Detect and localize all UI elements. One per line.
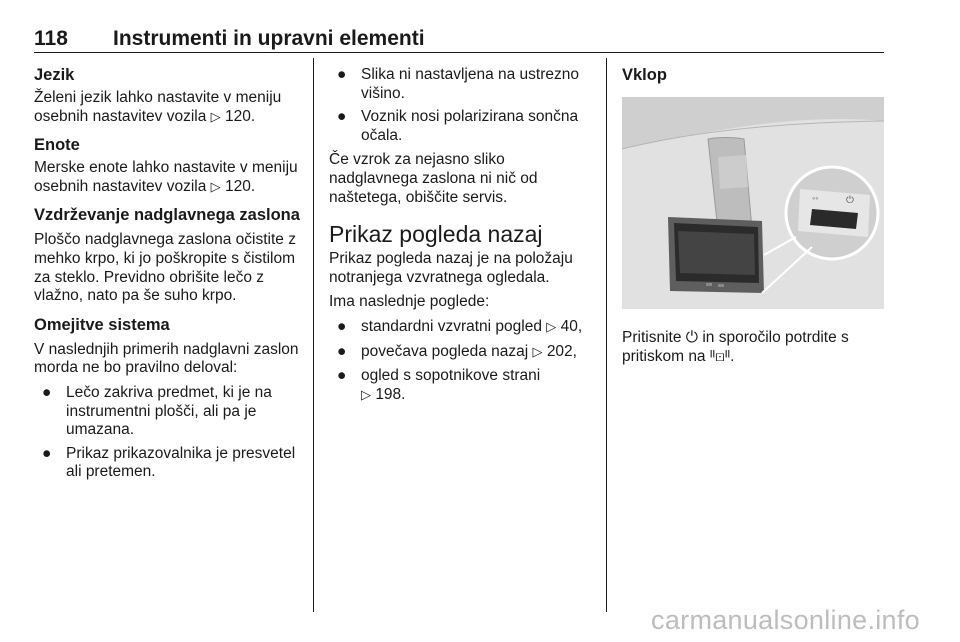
reference-arrow-icon: ▷ [532,343,543,359]
section-heading-omejitve: Omejitve sistema [34,315,170,334]
reference-arrow-icon: ▷ [546,318,557,334]
list-item [329,108,597,145]
bullet-icon: ● [42,444,52,462]
paragraph-omejitve: V naslednjih primerih nadglavni zaslon morda ne bo pravilno deloval: [34,340,299,377]
column-3 [622,58,884,366]
column-1 [34,58,306,482]
section-heading-enote: Enote [34,136,80,155]
list-item [329,367,597,404]
bullet-icon: ● [337,342,347,360]
bullet-icon: ● [337,108,347,126]
rear-view-display-illustration [622,97,884,309]
paragraph-text: in sporočilo potrdite s pritiskom na [622,329,849,365]
bullet-icon: ● [337,317,347,335]
power-icon: ⏻ [685,329,699,346]
paragraph-jezik [34,89,306,126]
section-heading-jezik: Jezik [34,66,75,84]
paragraph-prikaz: Prikaz pogleda nazaj je na položaju notranjega vzvratnega ogledala. [329,250,573,286]
bullet-icon: ● [337,66,347,83]
list-item-text: Lečo zakriva predmet, ki je na instrumentni plošči, ali pa je umazana. [66,383,272,439]
list-item-text: povečava pogleda nazaj [361,342,529,360]
section-heading-prikaz: Prikaz pogleda nazaj [329,221,543,248]
page-reference: 40, [560,317,583,335]
reference-arrow-icon: ▷ [210,178,221,194]
list-item-text: Slika ni nastavljena na ustrezno višino. [361,66,579,102]
bullet-list [34,384,306,482]
watermark-text: carmanualsonline.info [651,605,920,635]
reference-arrow-icon: ▷ [361,386,371,402]
paragraph-pogledi: Ima naslednje poglede: [329,293,490,311]
list-item-text: Prikaz prikazovalnika je presvetel ali pretemen. [66,444,296,481]
list-item [329,343,597,362]
column-2 [329,58,597,404]
page-title: Instrumenti in upravni elementi [113,27,425,50]
page-reference: 120. [224,107,256,125]
list-item [34,384,306,440]
paragraph-text: Merske enote lahko nastavite v meniju osebnih nastavitev vozila [34,159,298,195]
bullet-list [329,66,597,145]
paragraph-text: . [730,347,735,365]
column-divider [606,58,607,612]
section-heading-vzdrzevanje: Vzdrževanje nadglavnega zaslona [34,206,300,225]
page-reference: 120. [224,177,256,195]
section-heading-vklop: Vklop [622,66,667,84]
page-header [34,26,884,53]
list-item [329,66,597,103]
svg-text:◦◦: ◦◦ [812,193,819,203]
list-item-text: ogled s sopotnikove strani [361,367,541,385]
display-button-icon: ᴵᴵ⊡ᴵᴵ [709,347,731,365]
bullet-icon: ● [42,383,52,401]
reference-arrow-icon: ▷ [210,108,221,124]
paragraph-vzrok: Če vzrok za nejasno sliko nadglavnega zaslona ni nič od naštetega, obiščite servis. [329,151,538,206]
column-divider [313,58,314,612]
bullet-list [329,318,597,404]
list-item-text: standardni vzvratni pogled [361,317,542,335]
page-number: 118 [34,27,68,50]
page-reference: 198. [375,385,406,403]
svg-text:⏻: ⏻ [846,195,854,206]
paragraph-text: Želeni jezik lahko nastavite v meniju osebnih nastavitev vozila [34,89,282,125]
paragraph-vzdrzevanje: Ploščo nadglavnega zaslona očistite z mehko krpo, ki jo poškropite s čistilom za steklo. Previdno obrišite lečo z vlažno, nato pa še suho krpo. [34,231,296,305]
list-item [34,445,306,482]
bullet-icon: ● [337,367,347,385]
page-reference: 202, [546,342,577,360]
paragraph-text: Pritisnite [622,329,682,346]
paragraph-enote [34,159,306,196]
list-item [329,318,597,337]
list-item-text: Voznik nosi polarizirana sončna očala. [361,108,579,144]
paragraph-vklop [622,329,884,366]
